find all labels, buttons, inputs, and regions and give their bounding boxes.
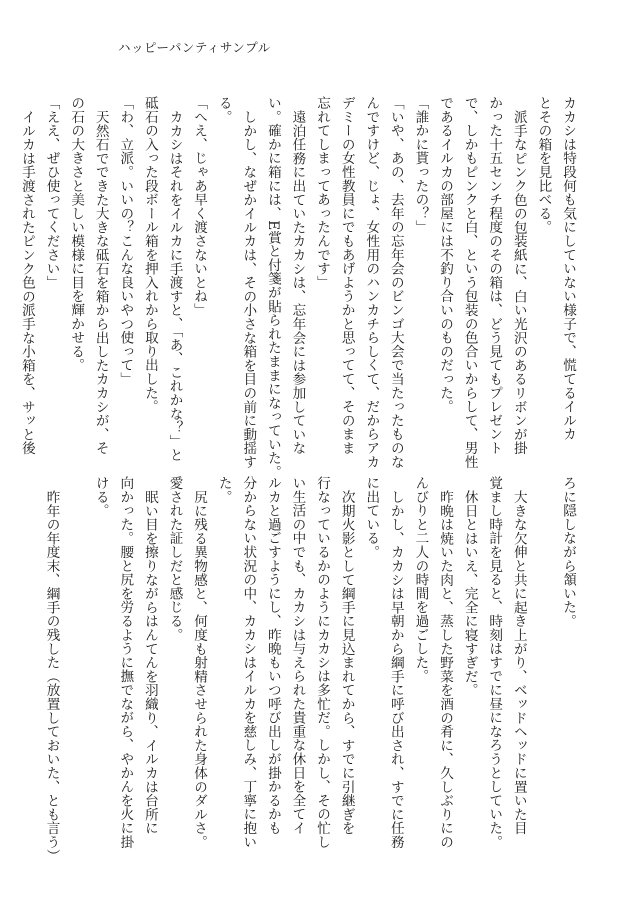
text-line: 分からない状況の中、カカシはイルカを慈しみ、丁寧に抱い xyxy=(240,476,257,849)
text-line: 忘れてしまってあったんです」 xyxy=(314,96,331,290)
text-line: の石の大きさと美しい模様に目を輝かせる。 xyxy=(68,96,85,372)
text-line: ルカと過ごすようにし、昨晩もいつ呼び出しが掛かるかも xyxy=(264,476,281,835)
text-line: かった十五センチ程度のその箱は、どう見てもプレゼント xyxy=(486,96,503,455)
text-line: 遠泊任務に出ていたカカシは、忘年会には参加していな xyxy=(289,109,306,455)
text-line: 眠い目を擦りながらはんてんを羽織り、イルカは台所に xyxy=(141,489,158,835)
text-line: 休日とはいえ、完全に寝すぎだ。 xyxy=(461,489,478,697)
text-line: 昨年の年度末、綱手の残した（放置しておいた、とも言う） xyxy=(43,489,60,863)
text-line: 「誰かに貰ったの？」 xyxy=(412,96,429,234)
text-block-top xyxy=(18,96,580,479)
text-line: ろに隠しながら頷いた。 xyxy=(560,476,576,628)
text-line: カカシは特段何も気にしていない様子で、慌てるイルカ xyxy=(560,96,576,441)
text-line: んですけど、じょ、女性用のハンカチらしくて、だからアカ xyxy=(363,96,380,469)
text-line: 尻に残る異物感と、何度も射精させられた身体のダルさ。 xyxy=(191,489,208,849)
text-line: イルカは手渡されたピンク色の派手な小箱を、サッと後 xyxy=(18,109,35,455)
text-line: に出ている。 xyxy=(363,476,380,559)
text-line: 派手なピンク色の包装紙に、白い光沢のあるリボンが掛 xyxy=(510,109,527,455)
text-line: る。 xyxy=(215,96,232,124)
text-line: 次期火影として綱手に見込まれてから、すでに引継ぎを xyxy=(338,489,355,835)
text-line: 「わ、立派。いいの？こんな良いやつ使って」 xyxy=(117,96,134,386)
text-line: 行なっているかのようにカカシは多忙だ。しかし、その忙し xyxy=(314,476,331,849)
text-line: 「ええ、ぜひ使ってください」 xyxy=(43,96,60,290)
text-line: 「へえ、じゃあ早く渡さないとね」 xyxy=(191,96,208,317)
text-line: しかし、カカシは早朝から綱手に呼び出され、すでに任務 xyxy=(387,489,404,849)
text-line: カカシはそれをイルカに手渡すと、「あ、これかな？」と xyxy=(166,109,183,462)
text-line: い。確かに箱には、E賞と付箋が貼られたままになっていた。 xyxy=(264,96,281,479)
text-line xyxy=(531,476,556,816)
text-line: 愛された証しだと感じる。 xyxy=(166,476,183,642)
text-line: とその箱を見比べる。 xyxy=(535,96,552,234)
text-line: んびりと二人の時間を過ごした。 xyxy=(412,476,429,683)
text-line: た。 xyxy=(215,476,232,504)
text-line: 砥石の入った段ボール箱を押入れから取り出した。 xyxy=(141,96,158,414)
text-line: しかし、なぜかイルカは、その小さな箱を目の前に動揺す xyxy=(240,109,257,469)
text-line: 覚まし時計を見ると、時刻はすでに昼になろうとしていた。 xyxy=(486,476,503,849)
text-line: 「いや、あの、去年の忘年会のビンゴ大会で当たったものな xyxy=(387,96,404,469)
text-line: 昨晩は焼いた肉と、蒸した野菜を酒の肴に、久しぶりにの xyxy=(437,489,454,849)
text-line: で、しかもピンクと白、という包装の色合いからして、男性 xyxy=(461,96,478,469)
text-line: であるイルカの部屋には不釣り合いのものだった。 xyxy=(437,96,454,414)
text-line: 天然石でできた大きな砥石を箱から出したカカシが、そ xyxy=(92,109,109,455)
text-line: デミーの女性教員にでもあげようかと思ってて、そのまま xyxy=(338,96,355,455)
text-line: 大きな欠伸と共に起き上がり、ベッドヘッドに置いた目 xyxy=(510,489,527,835)
text-line: ける。 xyxy=(92,476,109,518)
running-header: ハッピーパンティサンプル xyxy=(118,40,271,55)
text-line: 向かった。腰と尻を労るように撫でながら、やかんを火に掛 xyxy=(117,476,134,849)
text-line xyxy=(64,476,89,816)
text-block-bottom xyxy=(43,476,580,863)
text-line: い生活の中でも、カカシは与えられた貴重な休日を全てイ xyxy=(289,476,306,835)
